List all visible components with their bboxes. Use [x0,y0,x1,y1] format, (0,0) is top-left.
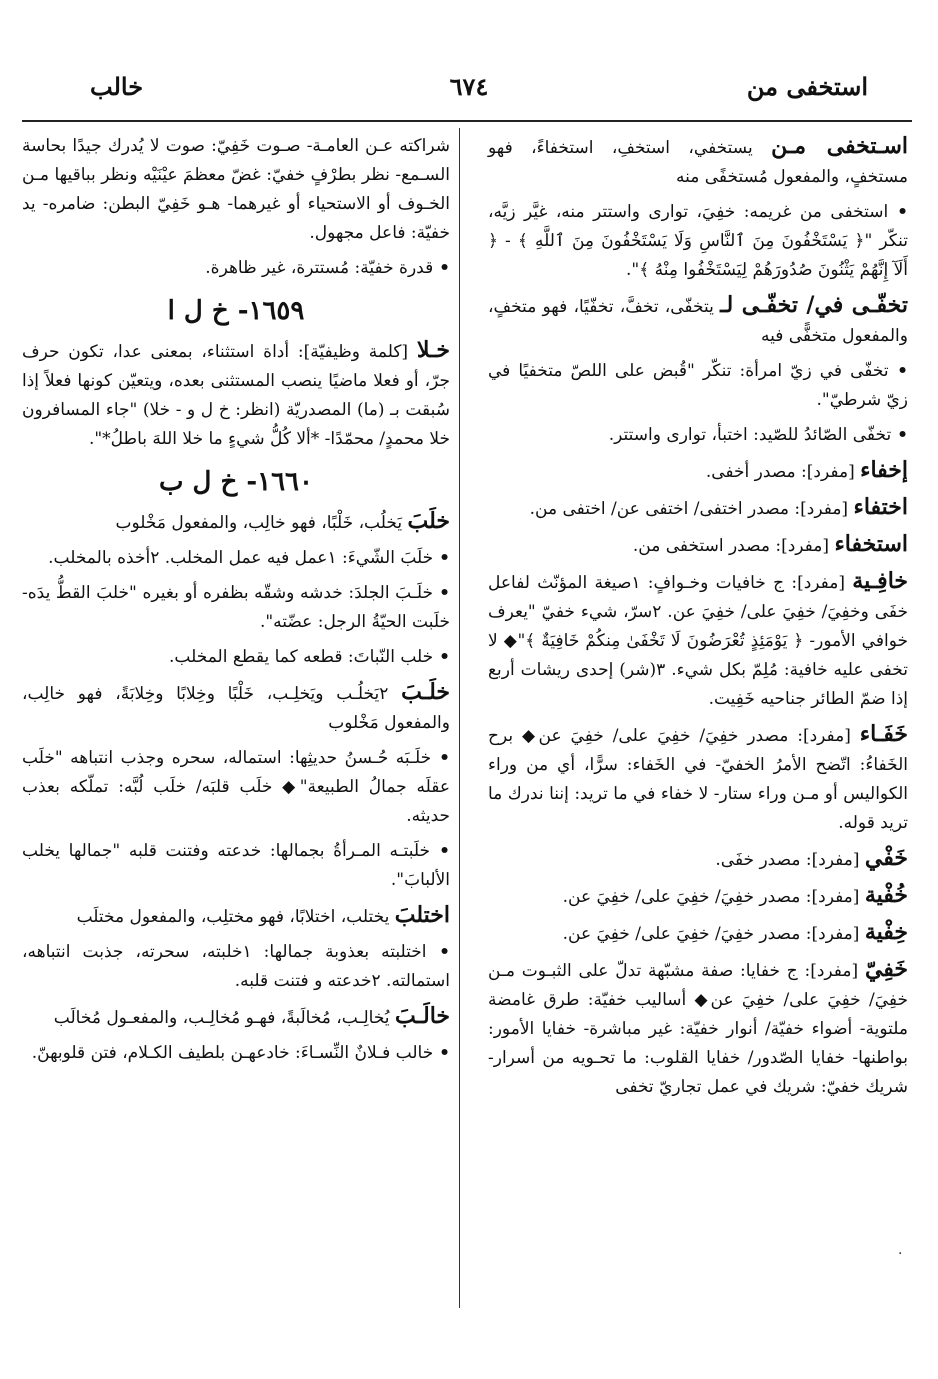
entry-headword: خلَـبَ [401,679,450,705]
header-guide-word-right: استخفى من [746,72,868,101]
entry-text: أداة استثناء، بمعنى عدا، تكون حرف جرّ، أو فعلا ماضيًا ينصب المستثنى بعده، ويتعيّن كونها فعلاً إذا سُبقت بـ (ما) المصدريّة (انظر: خ ل و - خلا) "جاء المسافرون خلا محمدٍ/ محمّدًا- *ألا كُلُّ شيءٍ ما خلا اللهَ باطلُ*". [22,342,450,449]
entry-tag: [مفرد]: [801,462,855,482]
entry-headword: خُفْية [864,882,908,908]
entry-text: مصدر خفِيَ/ خفِيَ على/ خفِيَ عن◆ برح الخَفاءُ: اتّضح الأمرُ الخفيّ- في الخَفاء: سرًّا، أي من وراء الكواليس أو مـن وراء ستار- لا خفاء في ما تريد: إننا ندرك ما تريد قوله. [488,726,908,833]
dictionary-entry [22,336,450,454]
entry-text: مصدر خفَى. [715,850,801,870]
entry-headword: اختفاء [853,494,908,520]
entry-tag: [مفرد]: [805,924,860,944]
bullet-icon: • [888,202,908,222]
dictionary-entry [22,678,450,738]
entry-headword: خَفِيّ [864,956,909,982]
entry-text: مصدر خفِيَ/ خفِيَ على/ خفِيَ عن. [562,924,801,944]
entry-tag: [مفرد]: [791,573,845,593]
entry-text: ج خفايا: صفة مشبّهة تدلّ على الثبـوت مـن خفِيَ/ خفِيَ على/ خفِيَ عن◆ أساليب خفيّة: طرق غامضة ملتوية- أضواء خفيّة/ أنوار خفيّة: غير مباشرة- خفايا الأمور: بواطنها- خفايا الصّدور/ خفايا القلوب: ما تحـويه من أسرار- شريك خفيّ: شريك في عمل تجاريّ تخفى [488,961,908,1097]
sense-text: خلَبتـه المـرأةُ بجمالها: خدعته وفتنت قلبه "جمالها يخلب الألبابَ". [22,841,450,890]
dictionary-entry [22,132,450,248]
entry-headword: اسـتخفى مـن [771,133,909,159]
dictionary-entry [22,1002,450,1033]
dictionary-entry [488,844,908,875]
header-rule [22,120,912,122]
entry-headword: خلَبَ [407,508,450,534]
sense-text: خلَـبَه حُـسنُ حديثِها: استماله، سحره وجذب انتباهه "خلَب عقلَه جمالُ الطبيعة"◆ خلَب قلبَه/ خلَب لُبَّه: تملّكه بعذب حديثه. [22,748,450,826]
dictionary-entry [488,720,908,838]
dictionary-entry [22,901,450,932]
entry-tag: [مفرد]: [804,961,859,981]
bullet-icon: • [431,748,450,768]
entry-headword: خالَـبَ [394,1003,450,1029]
bullet-icon: • [891,425,908,445]
entry-tag: [مفرد]: [805,887,860,907]
sense-line [488,421,908,450]
entry-headword: تخفّـى في/ تخفّـى لـ [720,292,908,318]
bullet-icon: • [433,647,450,667]
entry-text: ٢يَخلُـب ويَخلِـب، خَلْبًا وخِلابًا وخِلابَةً، فهو خالِب، والمفعول مَخْلوب [22,684,450,733]
entry-headword: خافِـية [852,568,908,594]
entry-text: مصدر أخفى. [705,462,796,482]
bullet-icon: • [433,548,450,568]
dictionary-entry [488,456,908,487]
dictionary-entry [488,918,908,949]
entry-headword: خَفْي [864,845,908,871]
column-divider [459,128,460,1308]
entry-headword: خـلا [416,337,451,363]
sense-line [22,938,450,996]
sense-text: خلَبَ الشّيءَ: ١عمل فيه عمل المخلب. ٢أخذه بالمخلب. [48,548,434,568]
dictionary-entry [488,567,908,714]
sense-text: قدرة خفيّة: مُستترة، غير ظاهرة. [205,258,434,278]
sense-line [488,198,908,285]
sense-text: اختلبته بعذوبة جمالها: ١خلبته، سحرته، جذبت انتباهه، استمالته. ٢خدعته و فتنت قلبه. [22,942,450,991]
bullet-icon: • [429,841,450,861]
sense-line [22,837,450,895]
root-section-heading: ١٦٦٠- خ ل ب [159,467,313,497]
entry-tag: [مفرد]: [794,499,849,519]
sense-text: خالب فـلانٌ النِّسـاءَ: خادعهـن بلطيف الكـلام، فتن قلوبهنّ. [31,1043,434,1063]
entry-text: يختلب، اختلابًا، فهو مختلِب، والمفعول مختلَب [76,907,390,927]
bullet-icon: • [433,258,450,278]
root-section-heading: ١٦٥٩- خ ل ا [167,296,305,326]
sense-line [488,357,908,415]
sense-line [22,643,450,672]
sense-text: خلَـبَ الجلدَ: خدشه وشقّه بظفره أو بغيره "خلبَ القطُّ يدَه- خلَبت الحيّةُ الرجل: عضّته". [22,583,450,632]
sense-line [22,544,450,573]
dictionary-entry [488,881,908,912]
entry-headword: إخفاء [860,457,908,483]
dictionary-entry [488,493,908,524]
sense-text: خلب النّباتَ: قطعه كما يقطع المخلب. [169,647,434,667]
sense-line [22,254,450,283]
dictionary-entry [488,132,908,192]
dictionary-entry [488,530,908,561]
page-header [30,72,908,112]
bullet-icon: • [432,583,450,603]
sense-text: استخفى من غريمه: خفِيَ، توارى واستتر منه، غيَّر زيَّه، تنكّر "﴿ يَسْتَخْفُونَ مِنَ ٱلنَّاسِ وَلَا يَسْتَخْفُونَ مِنَ ٱللَّهِ ﴾ - ﴿ أَلَآ إِنَّهُمْ يَثْنُونَ صُدُورَهُمْ لِيَسْتَخْفُوا مِنْهُ ﴾". [488,202,908,280]
entry-tag: [كلمة وظيفيّة]: [297,342,409,362]
bullet-icon: • [433,1043,450,1063]
entry-text: ج خافيات وخـوافٍ: ١صيغة المؤنّث لفاعل خفَى وخفِيَ/ خفِيَ على/ خفِيَ عن. ٢سرّ، شيء خفيّ "يعرف خوافي الأمور- ﴿ يَوْمَئِذٍ تُعْرَضُونَ لَا تَخْفَىٰ مِنكُمْ خَافِيَةٌ ﴾"◆ لا تخفى عليه خافية: مُلِمّ بكل شيء. ٣(شر) إحدى ريشات أربع إذا ضمّ الطائر جناحيه خَفِيت. [488,573,908,709]
sense-text: تخفّى في زيّ امرأة: تنكّر "قُبض على اللصّ متخفيًا في زيّ شرطيّ". [488,361,908,410]
entry-headword: استخفاء [834,531,908,557]
entry-text: شراكته عـن العامـة- صـوت خَفِيّ: صوت لا يُدرك جيدًا بحاسة السـمع- نظر بطرْفٍ خفيّ: غضّ معظمَ عيْنَيْه ونظر بباقيها مـن الخـوف أو الاستحياء أو غيرهما- هـو خَفِيّ البطن: ضامره- يد خفيّة: فاعل مجهول. [22,136,450,243]
header-guide-word-left: خالب [90,72,144,101]
right-column [488,132,908,1108]
entry-tag: [مفرد]: [797,726,851,746]
entry-text: يتخفّى، تخفَّ، تخفّيًا، فهو متخفٍ، والمفعول متخفًّى فيه [488,297,908,346]
entry-headword: خَفَـاء [859,721,909,747]
sense-line [22,744,450,831]
entry-tag: [مفرد]: [805,850,860,870]
sense-line [22,579,450,637]
dictionary-entry [488,291,908,351]
page-number: ٦٧٤ [449,72,489,101]
sense-line [22,1039,450,1068]
bullet-icon: • [426,942,450,962]
entry-text: مصدر خفِيَ/ خفِيَ على/ خفِيَ عن. [562,887,801,907]
entry-tag: [مفرد]: [775,536,830,556]
entry-text: يُخالِـب، مُخالَبةً، فهـو مُخالِـب، والمفعـول مُخالَب [53,1008,390,1028]
entry-text: مصدر استخفى من. [632,536,770,556]
sense-text: تخفّى الصّائدُ للصّيد: اختبأ، توارى واستتر. [608,425,892,445]
entry-text: يَخلُب، خَلْبًا، فهو خالِب، والمفعول مَخْلوب [115,513,403,533]
left-column [22,132,450,1074]
entry-text: مصدر اختفى/ اختفى عن/ اختفى من. [529,499,789,519]
entry-text: يستخفي، استخفِ، استخفاءً، فهو مستخفٍ، والمفعول مُستخفًى منه [488,138,908,187]
bullet-icon: • [888,361,908,381]
dictionary-entry [488,955,908,1102]
margin-mark: · [898,1246,903,1262]
entry-headword: اختلبَ [394,902,450,928]
entry-headword: خِفْية [864,919,908,945]
dictionary-entry [22,507,450,538]
